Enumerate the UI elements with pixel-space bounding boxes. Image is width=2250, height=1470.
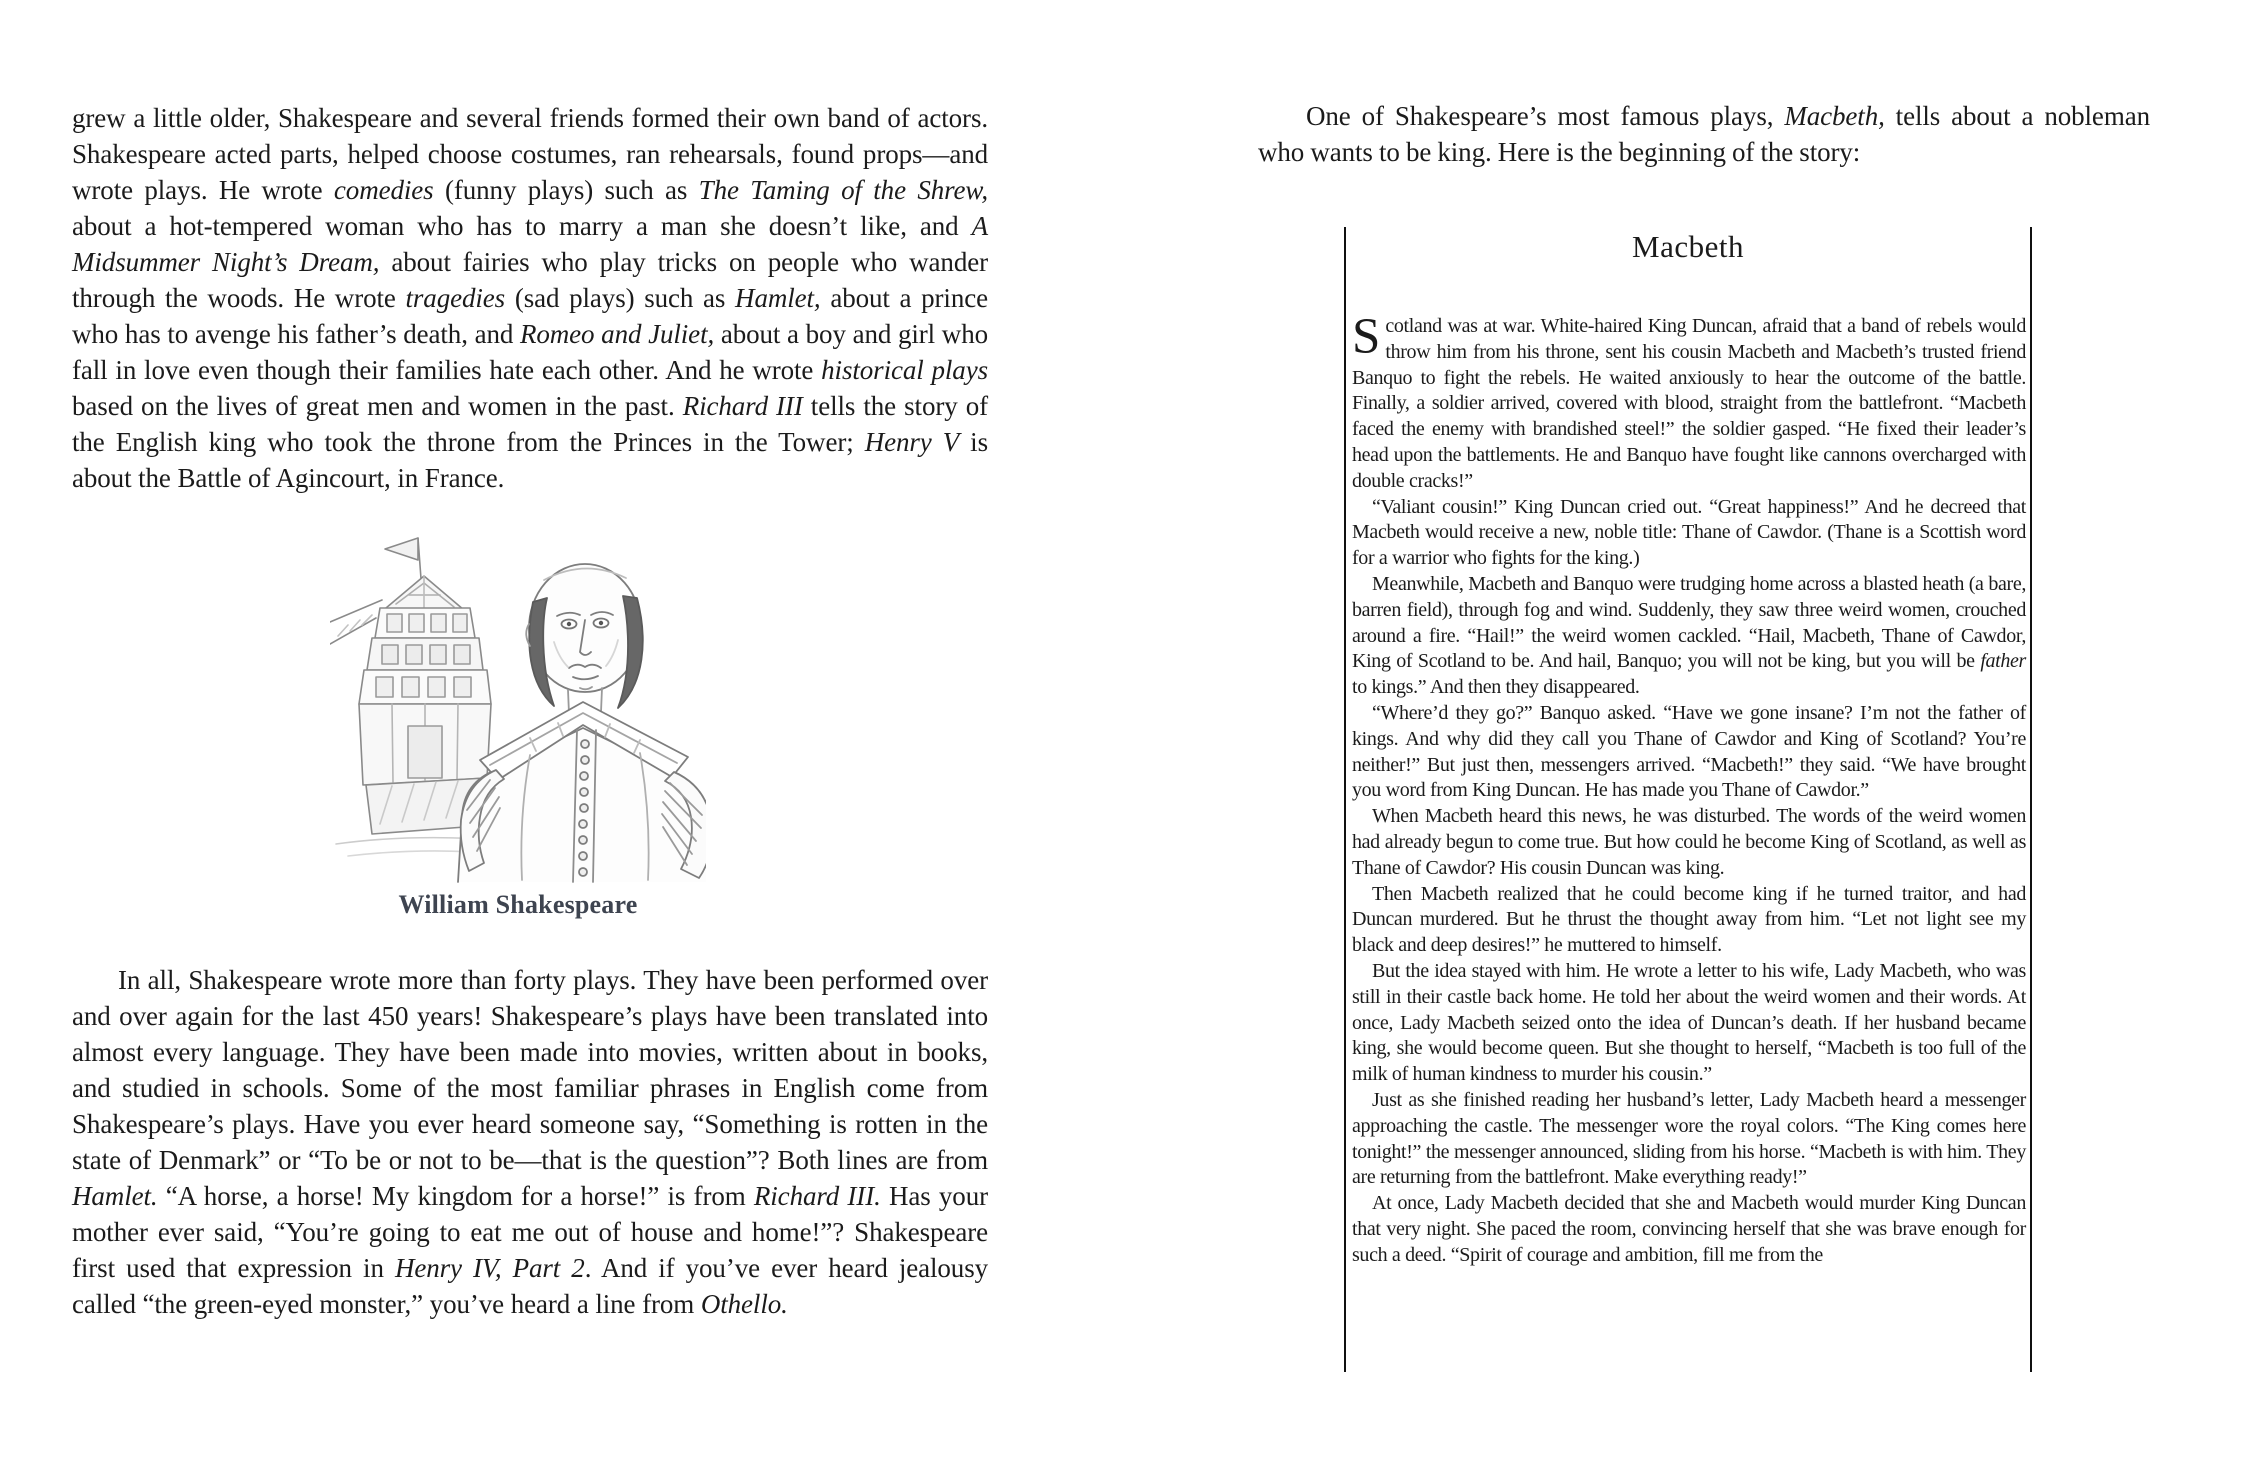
shakespeare-illustration	[330, 524, 706, 884]
story-text	[1352, 309, 2026, 1268]
intro-paragraph: One of Shakespeare’s most famous plays, Macbeth, tells about a nobleman who wants to be king. Here is the beginning of the story:	[1258, 101, 2150, 167]
story-title: Macbeth	[1632, 229, 1744, 264]
story-paragraph: When Macbeth heard this news, he was disturbed. The words of the weird women had already begun to come true. But how could he become King of Scotland, as well as Thane of Cawdor? His cousin Duncan was king.	[1352, 805, 2026, 879]
story-paragraph: Scotland was at war. White-haired King Duncan, afraid that a band of rebels would throw him from his throne, sent his cousin Macbeth and Macbeth’s trusted friend Banquo to fight the rebels. He waited anxiously to hear the outcome of the battle. Finally, a soldier arrived, covered with blood, straight from the battlefront. “Macbeth faced the enemy with brandished steel!” the soldier gasped. “He fixed their leader’s head upon the battlements. He and Banquo have fought like cannons overcharged with double cracks!”	[1352, 309, 2026, 492]
story-paragraph: “Valiant cousin!” King Duncan cried out. “Great happiness!” And he decreed that Macbeth would receive a new, noble title: Thane of Cawdor. (Thane is a Scottish word for a warrior who fights for the king.)	[1352, 495, 2026, 570]
story-paragraph: At once, Lady Macbeth decided that she and Macbeth would murder King Duncan that very night. She paced the room, convincing herself that she was brave enough for such a deed. “Spirit of courage and ambition, fill me from the	[1352, 1192, 2026, 1266]
story-paragraph: “Where’d they go?” Banquo asked. “Have we gone insane? I’m not the father of kings. And why did they call you Thane of Cawdor and King of Scotland? You’re neither!” But just then, messengers arrived. “Macbeth!” they said. “We have brought you word from King Duncan. He has made you Thane of Cawdor.”	[1352, 701, 2026, 802]
story-paragraph: Meanwhile, Macbeth and Banquo were trudging home across a blasted heath (a bare, barren field), through fog and wind. Suddenly, they saw three weird women, crouched around a fire. “Hail!” the weird women cackled. “Hail, Macbeth, Thane of Cawdor, King of Scotland to be. And hail, Banquo; you will not be king, but you will be father to kings.” And then they disappeared.	[1352, 572, 2026, 699]
shakespeare-figure	[330, 524, 706, 920]
left-paragraph-1: grew a little older, Shakespeare and several friends formed their own band of actors. Shakespeare acted parts, helped choose costumes, ran rehearsals, found props—and wrote plays. He wrote comedies (funny plays) such as The Taming of the Shrew, about a hot-tempered woman who has to marry a man she doesn’t like, and A Midsummer Night’s Dream, about fairies who play tricks on people who wander through the woods. He wrote tragedies (sad plays) such as Hamlet, about a prince who has to avenge his father’s death, and Romeo and Juliet, about a boy and girl who fall in love even though their families hate each other. And he wrote historical plays based on the lives of great men and women in the past. Richard III tells the story of the English king who took the throne from the Princes in the Tower; Henry V is about the Battle of Agincourt, in France.	[72, 103, 989, 493]
drop-cap: S	[1352, 309, 1381, 365]
macbeth-story-box	[1344, 227, 2032, 1372]
left-paragraph-2: In all, Shakespeare wrote more than forty plays. They have been performed over and over again for the last 450 years! Shakespeare’s plays have been translated into almost every language. They have been made into movies, written about in books, and studied in schools. Some of the most familiar phrases in English come from Shakespeare’s plays. Have you ever heard someone say, “Something is rotten in the state of Denmark” or “To be or not to be—that is the question”? Both lines are from Hamlet. “A horse, a horse! My kingdom for a horse!” is from Richard III. Has your mother ever said, “You’re going to eat me out of house and home!”? Shakespeare first used that expression in Henry IV, Part 2. And if you’ve ever heard jealousy called “the green-eyed monster,” you’ve heard a line from Othello.	[72, 965, 989, 1319]
story-paragraph: But the idea stayed with him. He wrote a letter to his wife, Lady Macbeth, who was still in their castle back home. He told her about the weird women and their words. At once, Lady Macbeth seized onto the idea of Duncan’s death. If her husband became king, she would become queen. But she thought to herself, “Macbeth is too full of the milk of human kindness to murder his cousin.”	[1352, 959, 2026, 1086]
story-paragraph: Just as she finished reading her husband’s letter, Lady Macbeth heard a messenger approaching the castle. The messenger wore the royal colors. “The King comes here tonight!” the messenger announced, sliding from his horse. “Macbeth is with him. They are returning from the battlefront. Make everything ready!”	[1352, 1088, 2026, 1189]
left-page	[72, 100, 988, 1410]
shakespeare-portrait-sketch	[458, 564, 706, 882]
figure-caption: William Shakespeare	[398, 890, 638, 919]
story-paragraph: Then Macbeth realized that he could become king if he turned traitor, and had Duncan murdered. But he thrust the thought away from him. “Let not light see my black and deep desires!” he muttered to himself.	[1352, 882, 2026, 957]
right-page	[1258, 98, 2150, 1408]
